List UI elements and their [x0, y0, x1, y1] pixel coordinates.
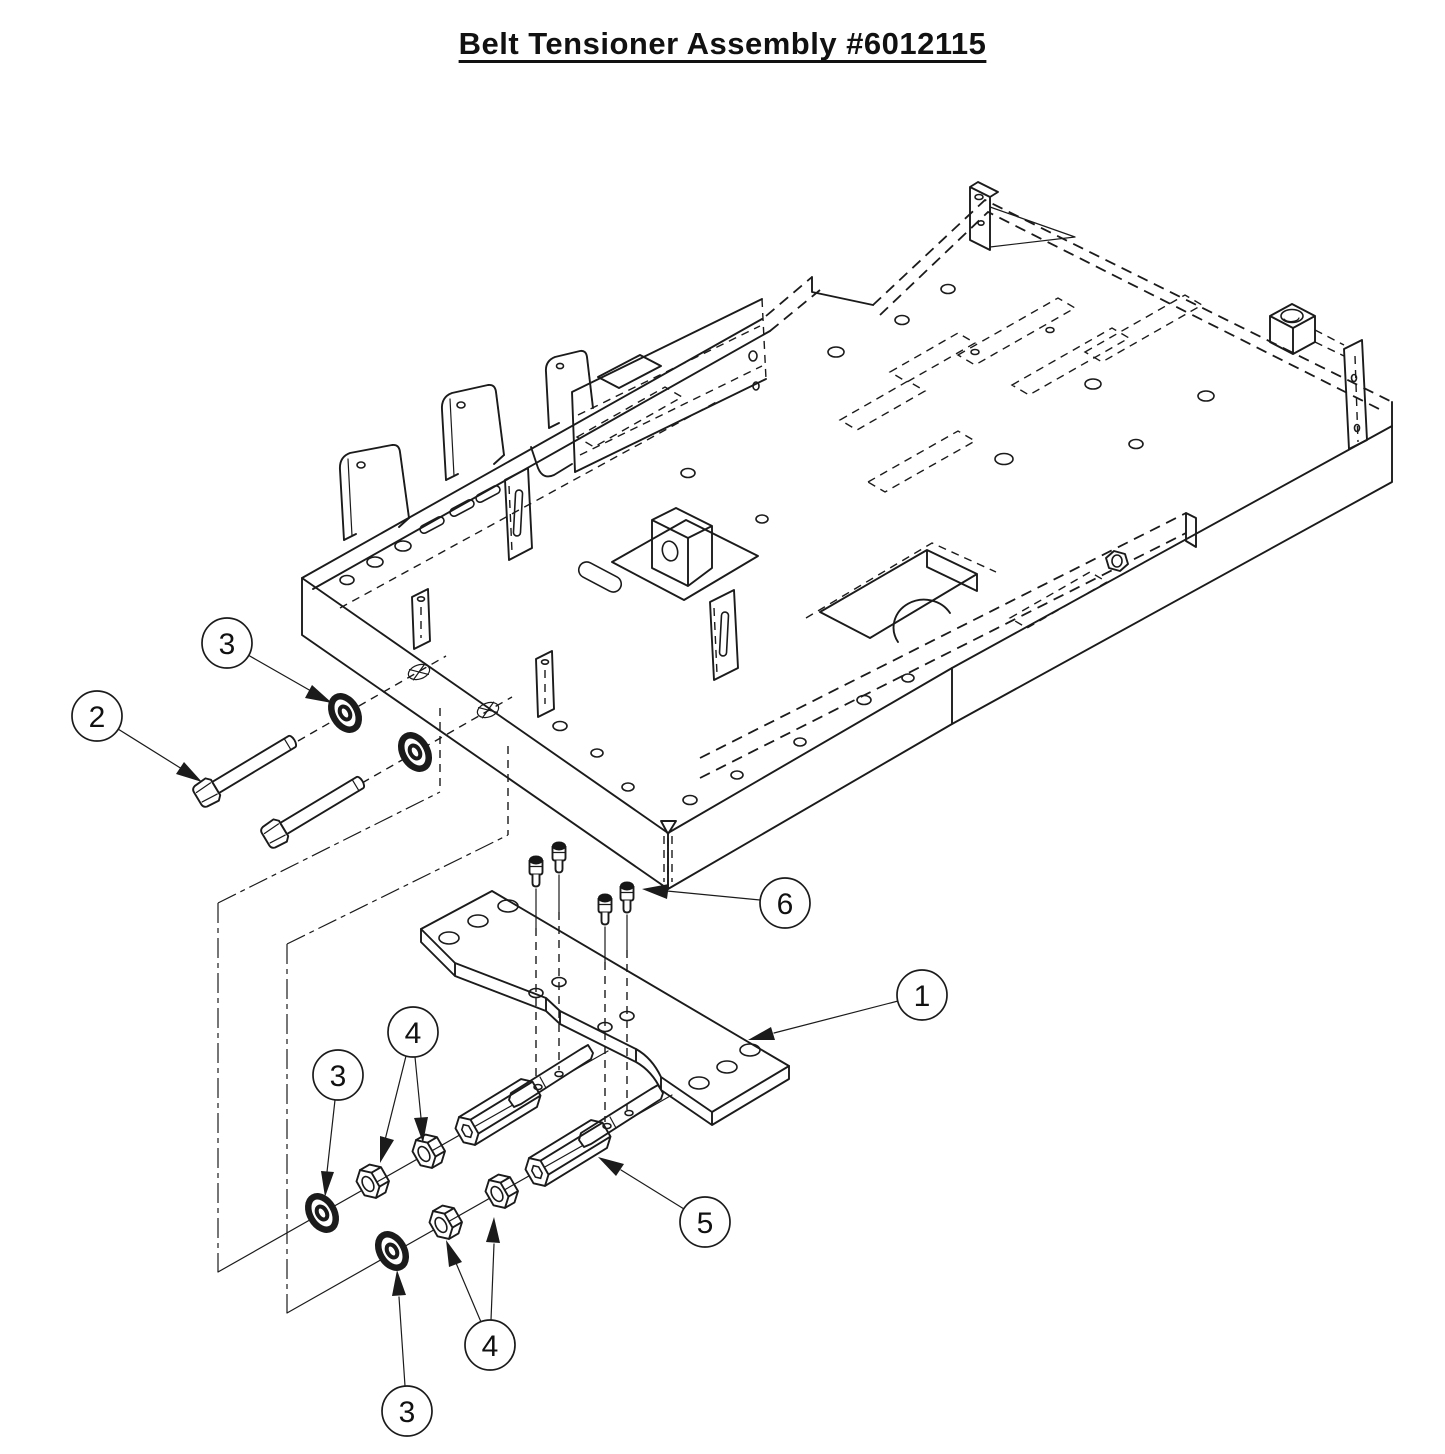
frame-right-block [1270, 304, 1315, 354]
flange-bolt-head [1106, 551, 1128, 571]
callout-1 [748, 970, 947, 1040]
frame-fin-2 [442, 385, 504, 480]
part-washer-1 [326, 691, 365, 734]
callout-number: 5 [696, 1207, 714, 1240]
callout-number: 4 [404, 1017, 422, 1050]
callout-number: 3 [329, 1060, 347, 1093]
part-washer-2 [396, 730, 435, 773]
frame-tab-2 [536, 651, 554, 717]
frame-holes [340, 285, 1214, 805]
callout-4-bottom [446, 1217, 515, 1370]
callout-number: 6 [776, 888, 794, 921]
part-strap-1 [509, 1045, 593, 1107]
part-hex-nut-3 [430, 1206, 463, 1239]
frame-fin-3 [546, 351, 593, 428]
part-washer-3 [303, 1191, 342, 1234]
frame-slotted-plate-left [505, 468, 532, 560]
part-hex-bolt-1 [191, 729, 301, 809]
part-hex-nut-4 [486, 1175, 519, 1208]
frame-right-rail [700, 513, 1196, 778]
callout-2 [72, 691, 202, 782]
callout-6 [642, 878, 810, 928]
callout-number: 4 [481, 1330, 499, 1363]
callout-number: 3 [398, 1396, 416, 1429]
main-frame-deck [302, 182, 1392, 889]
part-hex-nut-2 [413, 1135, 446, 1168]
drawing-title: Belt Tensioner Assembly #6012115 [458, 26, 987, 61]
callout-number: 3 [218, 628, 236, 661]
callout-number: 1 [913, 980, 931, 1013]
frame-slotted-plate-right [710, 590, 738, 680]
part-cap-screw-4 [621, 882, 634, 913]
frame-center-block [576, 508, 758, 600]
frame-rect-cutout [806, 543, 996, 642]
part-hex-nut-1 [357, 1165, 390, 1198]
part-hex-bolt-2 [259, 770, 369, 850]
frame-rear-wall [572, 299, 766, 472]
frame-fin-1 [340, 445, 409, 540]
part-washer-4 [373, 1229, 412, 1272]
part-strap-2 [579, 1085, 663, 1147]
callout-number: 2 [88, 701, 106, 734]
part-cap-screw-1 [530, 856, 543, 887]
part-cap-screw-3 [599, 894, 612, 925]
frame-rear-bracket [970, 182, 1075, 250]
callout-5 [598, 1157, 730, 1247]
callout-3-bottom [382, 1270, 432, 1436]
callout-3-mid [313, 1050, 363, 1197]
part-cap-screw-2 [553, 842, 566, 873]
callout-3-top [202, 618, 332, 703]
frame-tab-1 [412, 589, 430, 649]
callout-4-mid [380, 1007, 438, 1163]
